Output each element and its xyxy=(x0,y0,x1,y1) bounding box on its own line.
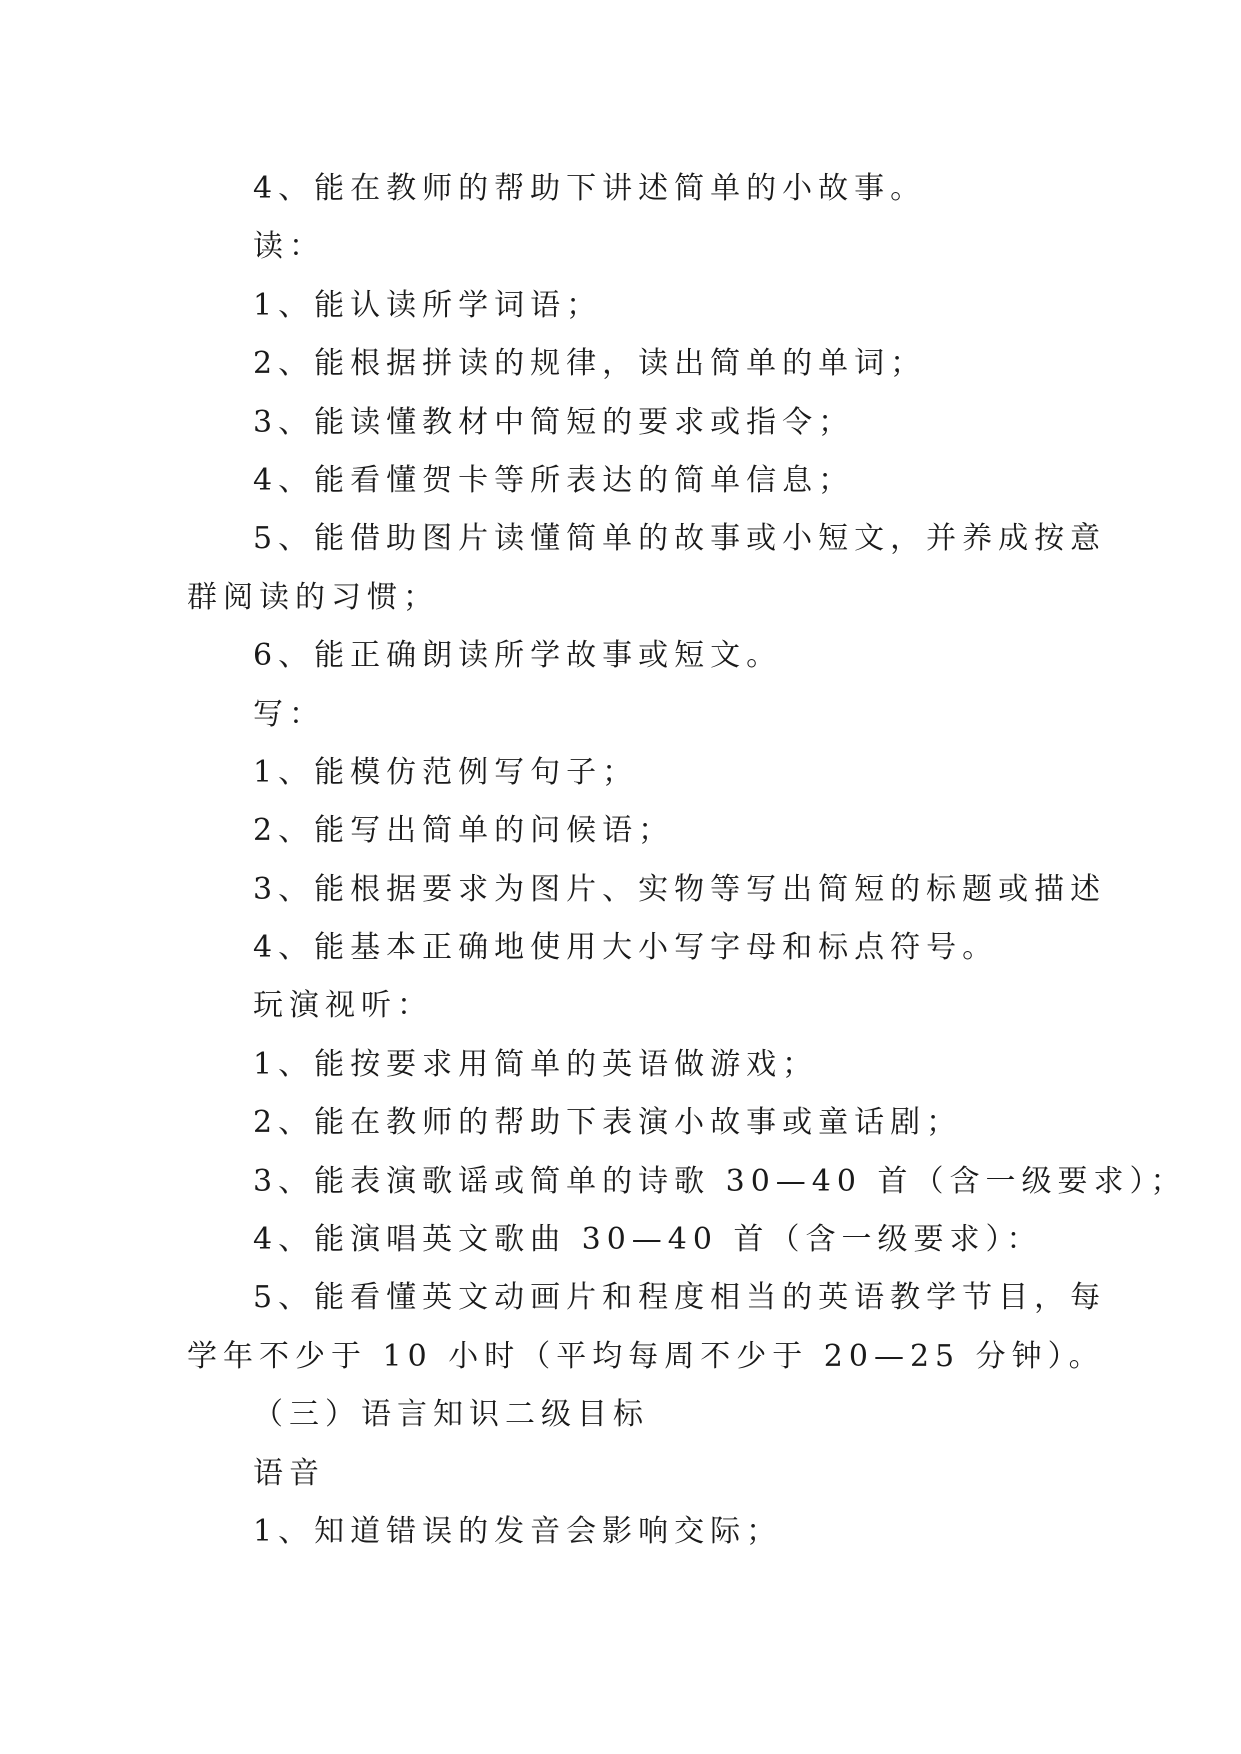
document-body xyxy=(187,160,1187,1561)
paragraph-line: 4、能在教师的帮助下讲述简单的小故事。 xyxy=(253,171,927,206)
paragraph-line: 4、能看懂贺卡等所表达的简单信息； xyxy=(253,462,855,498)
section-heading-play: 玩演视听： xyxy=(253,988,433,1024)
section-heading-pronunciation: 语音 xyxy=(253,1455,325,1491)
paragraph-line: 2、能根据拼读的规律，读出简单的单词； xyxy=(253,346,927,382)
paragraph-line: 3、能读懂教材中简短的要求或指令； xyxy=(253,404,855,440)
section-heading-knowledge: （三）语言知识二级目标 xyxy=(253,1397,649,1433)
paragraph-continuation: 学年不少于 10 小时（平均每周不少于 20—25 分钟）。 xyxy=(187,1338,1105,1374)
paragraph-line: 6、能正确朗读所学故事或短文。 xyxy=(253,638,783,674)
paragraph-line: 2、能写出简单的问候语； xyxy=(253,813,675,849)
paragraph-line: 5、能看懂英文动画片和程度相当的英语教学节目，每 xyxy=(253,1280,1107,1316)
section-heading-read: 读： xyxy=(253,229,325,265)
paragraph-line: 4、能演唱英文歌曲 30—40 首（含一级要求）： xyxy=(253,1222,1043,1258)
paragraph-line: 5、能借助图片读懂简单的故事或小短文，并养成按意 xyxy=(253,521,1107,557)
paragraph-line: 3、能根据要求为图片、实物等写出简短的标题或描述 xyxy=(253,871,1107,907)
paragraph-line: 1、能模仿范例写句子； xyxy=(253,754,639,790)
paragraph-line: 1、能认读所学词语； xyxy=(253,287,603,323)
paragraph-line: 1、知道错误的发音会影响交际； xyxy=(253,1513,783,1549)
paragraph-line: 1、能按要求用简单的英语做游戏； xyxy=(253,1046,819,1082)
paragraph-line: 4、能基本正确地使用大小写字母和标点符号。 xyxy=(253,930,999,966)
paragraph-line: 2、能在教师的帮助下表演小故事或童话剧； xyxy=(253,1105,963,1141)
section-heading-write: 写： xyxy=(253,696,325,732)
paragraph-continuation: 群阅读的习惯； xyxy=(187,579,439,615)
paragraph-line: 3、能表演歌谣或简单的诗歌 30—40 首（含一级要求）； xyxy=(253,1163,1187,1199)
